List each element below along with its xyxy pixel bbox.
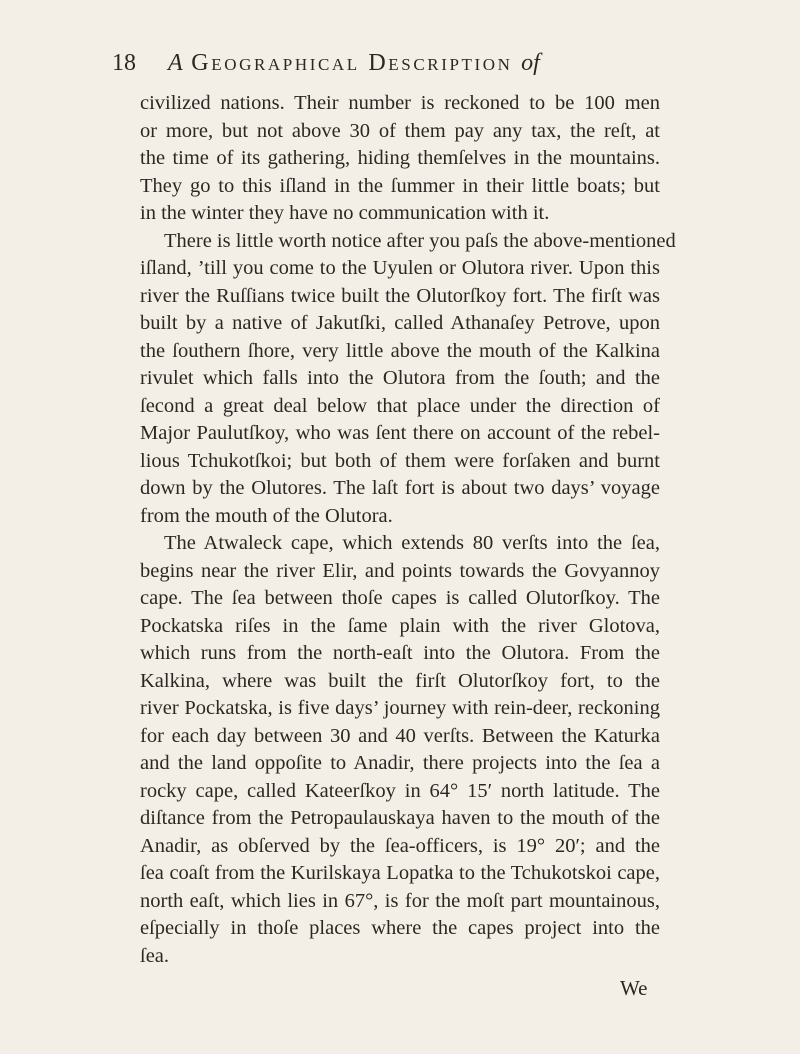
text-line: from the mouth of the Olutora.: [140, 504, 393, 527]
catchword: We: [620, 976, 648, 1000]
running-title: [168, 50, 540, 77]
text-line: or more, but not above 30 of them pay any tax, the reſt, at: [140, 119, 660, 142]
text-line: the ſouthern ſhore, very little above the mouth of the Kalkina: [140, 339, 660, 362]
text-line: north eaſt, which lies in 67°, is for the moſt part mountainous,: [140, 889, 660, 912]
text-line: built by a native of Jakutſki, called Athanaſey Petrove, upon: [140, 312, 660, 334]
text-line: which runs from the north-eaſt into the Olutora. From the: [140, 642, 660, 664]
text-line: for each day between 30 and 40 verſts. Between the Katurka: [140, 724, 660, 747]
text-line: rivulet which falls into the Olutora from the ſouth; and the: [140, 367, 660, 389]
text-line: the time of its gathering, hiding themſelves in the mountains.: [140, 147, 660, 169]
text-line: river Pockatska, is five days’ journey with rein-deer, reckoning: [140, 697, 660, 719]
text-line: in the winter they have no communication with it.: [140, 202, 550, 224]
text-line: civilized nations. Their number is reckoned to be 100 men: [140, 92, 660, 114]
text-line: Anadir, as obſerved by the ſea-officers, is 19° 20′; and the: [140, 834, 660, 857]
running-header: [112, 48, 712, 82]
text-line: eſpecially in thoſe places where the capes project into the: [140, 917, 660, 939]
text-line: river the Ruſſians twice built the Olutorſkoy fort. The firſt was: [140, 284, 660, 307]
text-line: Major Paulutſkoy, who was ſent there on account of the rebel-: [140, 422, 660, 444]
text-line: Kalkina, where was built the firſt Olutorſkoy fort, to the: [140, 669, 660, 692]
text-line: begins near the river Elir, and points towards the Govyannoy: [140, 559, 660, 582]
text-line: iſland, ’till you come to the Uyulen or Olutora river. Upon this: [140, 257, 660, 279]
text-line: rocky cape, called Kateerſkoy in 64° 15′ north latitude. The: [140, 779, 660, 802]
text-line: and the land oppoſite to Anadir, there projects into the ſea a: [140, 752, 660, 774]
text-line: lious Tchukotſkoi; but both of them were forſaken and burnt: [140, 449, 660, 472]
page-number: 18: [112, 50, 136, 76]
running-title-main: Geographical Description: [191, 50, 513, 76]
text-line: There is little worth notice after you paſs the above-mentioned: [164, 229, 676, 252]
text-line: Pockatska riſes in the ſame plain with the river Glotova,: [140, 614, 660, 637]
text-line: ſea coaſt from the Kurilskaya Lopatka to the Tchukotskoi cape,: [140, 862, 660, 884]
text-line: cape. The ſea between thoſe capes is called Olutorſkoy. The: [140, 587, 660, 609]
text-line: The Atwaleck cape, which extends 80 verſts into the ſea,: [164, 532, 660, 554]
text-line: They go to this iſland in the ſummer in their little boats; but: [140, 174, 660, 197]
body-text: [140, 90, 676, 970]
text-line: ſecond a great deal below that place under the direction of: [140, 394, 660, 417]
running-title-of: of: [521, 50, 540, 76]
text-line: diſtance from the Petropaulauskaya haven to the mouth of the: [140, 807, 660, 829]
text-line: ſea.: [140, 944, 170, 967]
running-title-article: A: [168, 50, 183, 76]
text-line: down by the Olutores. The laſt fort is about two days’ voyage: [140, 477, 660, 499]
